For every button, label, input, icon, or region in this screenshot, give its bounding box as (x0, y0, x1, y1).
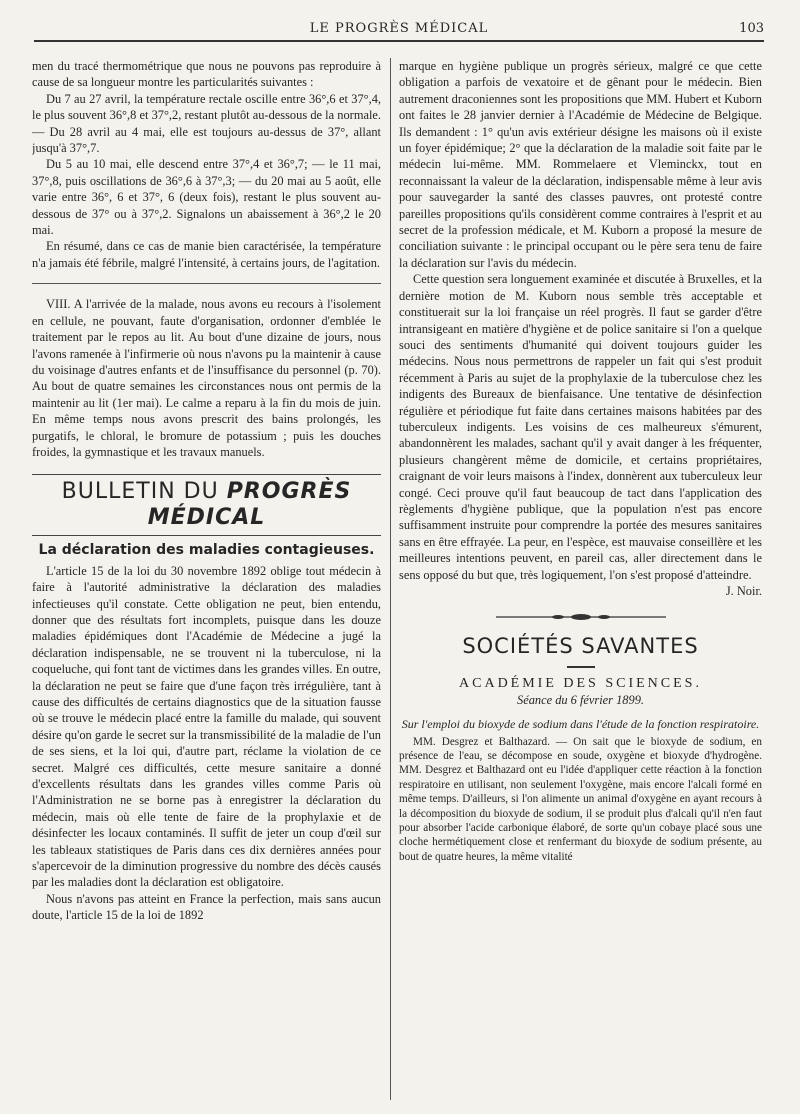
bulletin-journal-name: PROGRÈS MÉDICAL (147, 479, 352, 531)
paragraph: Cette question sera longuement examinée et discutée à Bruxelles, et la dernière motion de M. Kuborn nous semble très acceptable et constituerait sur la loi française un réel progrès. Il faut se garder d'être intransigeant en matière d'hygiène et de police sanitaire si l'on a quelque souci des sentiments d'humanité qui doivent toujours guider les médecins. Nous nous permettrons de rappeler un fait qui s'est produit récemment à Paris au sujet de la prophylaxie de la tuberculose chez les indigents des Bureaux de bienfaisance. Une tentative de désinfection régulière et périodique fut faite dans certaines maisons habitées par des tuberculeux indigents. Les voisins de ces malheureux s'émurent, abandonnèrent les malades, sachant qu'il y avait danger à les fréquenter, plusieurs changèrent même de domicile, et certains propriétaires, craignant de voir leurs maisons à l'index, donnèrent aux tuberculeux leur congé. Ceci prouve qu'il faut beaucoup de tact dans l'application des règlements d'hygiène publique, que la population n'est pas encore suffisamment instruite pour comprendre la portée des mesures sanitaires sans en être effrayée. La peur, en l'espèce, est mauvaise conseillère et les meilleures intentions peuvent, en pareil cas, aller directement dans le sens opposé du but que, très logiquement, l'on s'est proposé d'atteindre. (399, 272, 762, 582)
article-title: La déclaration des maladies contagieuses. (38, 542, 375, 559)
paragraph: Nous n'avons pas atteint en France la perfection, mais sans aucun doute, l'article 15 de la loi de 1892 (32, 891, 381, 923)
right-column (399, 58, 762, 1100)
section-title: SOCIÉTÉS SAVANTES (462, 633, 699, 658)
left-column (32, 58, 381, 1100)
bulletin-label: BULLETIN DU (61, 479, 219, 505)
ornament-divider (399, 609, 762, 625)
bulletin-heading (32, 474, 381, 536)
paragraph: Du 5 au 10 mai, elle descend entre 37°,4 et 36°,7; — le 11 mai, 37°,8, puis oscillations de 36°,6 à 37°,3; — du 20 mai au 5 août, elle varie entre 36°, 6 et 37°, 6 (deux fois), restant le plus souvent au-dessous de 37° ou à 37°,2. Signalons un abaissement à 36°,2 le 20 mai. (32, 157, 381, 238)
paragraph: L'article 15 de la loi du 30 novembre 1892 oblige tout médecin à faire à l'autorité administrative la déclaration des maladies infectieuses qu'il constate. Cette obligation ne peut, bien entendu, donner que des résultats fort incomplets, puisque dans les douze maladies épidémiques dont l'Académie de Médecine a jugé la déclaration indispensable, ne se trouvent ni la tuberculose, ni la coqueluche, qui font tant de victimes dans les grandes villes. En outre, la déclaration ne peut se faire que d'une façon très irrégulière, tant à cause des difficultés de certains diagnostics que de la situation fausse où se trouve le médecin placé entre la famille du malade, qui souvent désire qu'on garde le secret sur la transmissibilité de la maladie de l'un de ses siens, et la loi qui, d'autre part, réclame la violation de ce secret. Malgré ces difficultés, cette mesure sanitaire a donné d'excellents résultats dans les grandes villes comme Paris où l'Administration ne se borne pas à enregistrer la déclaration du médecin, mais où elle tente de faire de la prophylaxie et de désinfecter les locaux contaminés. Il suffit de jeter un coup d'œil sur les tableaux statistiques de Paris dans ces dix dernières années pour s'apercevoir de la diminution progressive du nombre des décès causés par les maladies dont la déclaration est obligatoire. (32, 563, 381, 890)
page-header (34, 18, 764, 42)
title-rule (567, 666, 595, 668)
author-signature: J. Noir. (725, 584, 762, 598)
paragraph: men du tracé thermométrique que nous ne pouvons pas reproduire à cause de sa longueur montre les particularités suivantes : (32, 59, 381, 90)
paragraph: marque en hygiène publique un progrès sérieux, malgré ce que cette obligation a parfois de vexatoire et de gênant pour le médecin. Bien autrement draconiennes sont les propositions que MM. Hubert et Kuborn ont faites le 28 janvier dernier à l'Académie de Médecine de Belgique. Ils demandent : 1° qu'un avis extérieur désigne les maisons où il existe un foyer épidémique; 2° que la déclaration de la maladie soit faite par le médecin lui-même. MM. Rommelaere et Vleminckx, tout en reconnaissant la valeur de la déclaration, indispensable même à leur avis pour sauvegarder la santé des classes pauvres, ont protesté contre pareilles propositions qu'ils considèrent comme contraires à l'esprit et au secret de la profession médicale, et M. Kuborn a proposé la mesure de conciliation suivante : le principal occupant ou le père sera tenu de faire la déclaration sur l'avis du médecin. (399, 59, 762, 270)
academy-heading: ACADÉMIE DES SCIENCES. (459, 675, 702, 691)
session-date: Séance du 6 février 1899. (517, 693, 644, 708)
divider (32, 283, 381, 284)
paragraph: MM. Desgrez et Balthazard. — On sait que le bioxyde de sodium, en présence de l'eau, se décompose en soude, oxygène et bioxyde d'hydrogène. MM. Desgrez et Balthazard ont eu l'idée d'appliquer cette réaction à la fonction respiratoire en utilisant, non seulement l'oxygène, mais encore l'alcali formé en même temps. D'ailleurs, si l'on alimente un animal d'oxygène en ayant recours à la décomposition du bioxyde de sodium, il se produit plus d'alcali qu'il n'en faut pour absorber l'acide carbonique élaboré, de sorte qu'un cobaye placé sous une cloche hermétiquement close et renfermant du bioxyde de sodium présente, au bout de quatre heures, la même vitalité (399, 735, 762, 863)
page-number: 103 (739, 21, 764, 36)
paragraph: VIII. A l'arrivée de la malade, nous avons eu recours à l'isolement en cellule, ne pouvant, faute d'organisation, ordonner d'emblée le traitement par le repos au lit. Au bout d'une dizaine de jours, nous l'avons ramenée à l'infirmerie où nous n'avons pu la maintenir à cause du voisinage d'autres enfants et de l'insuffisance du personnel (p. 70). Au bout de quatre semaines les circonstances nous ont permis de la maintenir au lit (1er mai). Le calme a reparu à la fin du mois de juin. En même temps nous avons prescrit des bains prolongés, les purgatifs, le chloral, le bromure de potassium ; puis les douches froides, la gymnastique et les travaux manuels. (32, 297, 381, 459)
paragraph: En résumé, dans ce cas de manie bien caractérisée, la température n'a jamais été fébrile, malgré l'intensité, à certains jours, de l'agitation. (32, 239, 381, 270)
column-divider (390, 58, 391, 1100)
communication-title: Sur l'emploi du bioxyde de sodium dans l'étude de la fonction respiratoire. (401, 716, 760, 731)
ornament-icon (496, 613, 666, 621)
journal-title: LE PROGRÈS MÉDICAL (309, 21, 489, 36)
paragraph: Du 7 au 27 avril, la température rectale oscille entre 36°,6 et 37°,4, le plus souvent 36°,8 et 37°,2, restant plutôt au-dessous de la normale. — Du 28 avril au 4 mai, elle est toujours au-dessus de 37°, allant jusqu'à 37°,7. (32, 91, 381, 156)
